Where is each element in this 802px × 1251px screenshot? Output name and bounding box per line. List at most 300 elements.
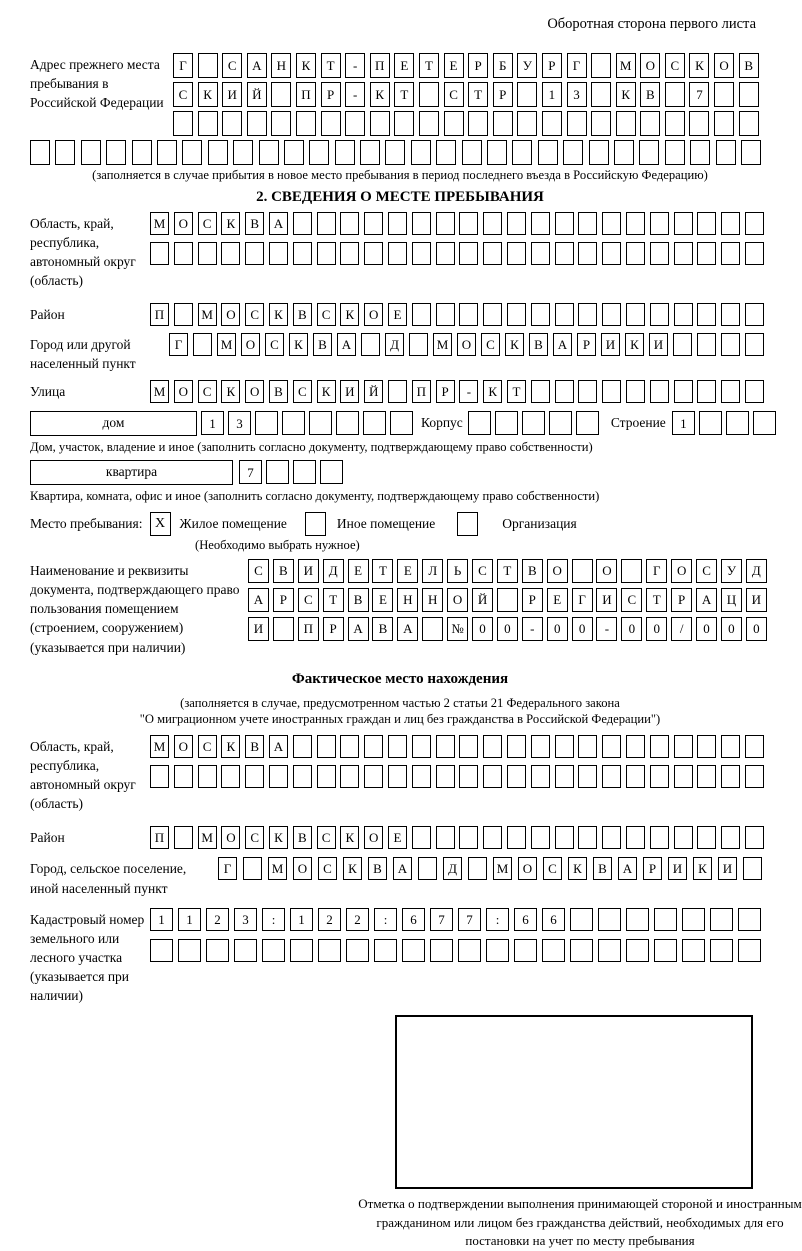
char-box: [132, 140, 152, 165]
char-box: П: [150, 826, 169, 849]
char-box: [55, 140, 75, 165]
char-box: К: [343, 857, 362, 880]
char-box: [602, 735, 621, 758]
char-box: С: [472, 559, 493, 583]
char-box: К: [221, 735, 240, 758]
char-box: [385, 140, 405, 165]
s2-stroenie-row: [672, 411, 776, 435]
char-box: У: [517, 53, 537, 78]
stamp-caption: Отметка о подтверждении выполнения принимающей стороной и иностранным гражданином или лицом без гражданства действий, необходимых для его постановки на учет по месту пребывания: [358, 1196, 802, 1249]
char-box: [697, 735, 716, 758]
char-box: О: [447, 588, 468, 612]
char-box: [459, 765, 478, 788]
char-box: [412, 765, 431, 788]
char-box: [293, 765, 312, 788]
char-box: [173, 111, 193, 136]
char-box: [650, 380, 669, 403]
char-box: [753, 411, 776, 435]
place-type-line: [30, 512, 770, 536]
char-box: [364, 735, 383, 758]
char-box: [284, 140, 304, 165]
char-box: С: [198, 380, 217, 403]
char-box: [745, 212, 764, 235]
char-box: 0: [472, 617, 493, 641]
char-box: [271, 82, 291, 107]
s2-oblast-field: [30, 212, 770, 291]
char-box: 7: [689, 82, 709, 107]
fact-note-1: (заполняется в случае, предусмотренном частью 2 статьи 21 Федерального закона: [180, 695, 620, 710]
char-box: -: [345, 53, 365, 78]
char-box: Т: [323, 588, 344, 612]
s2-stroenie-label: Строение: [610, 415, 666, 431]
char-box: С: [245, 303, 264, 326]
option-label-zhiloe: Жилое помещение: [179, 515, 287, 531]
char-box: О: [457, 333, 476, 356]
char-box: [650, 826, 669, 849]
char-box: [626, 826, 645, 849]
s2-ulitsa-label: Улица: [30, 383, 66, 399]
char-box: А: [393, 857, 412, 880]
char-box: [563, 140, 583, 165]
char-box: Д: [746, 559, 767, 583]
stamp-section: [358, 1015, 802, 1250]
char-box: [321, 111, 341, 136]
char-box: [682, 939, 705, 962]
char-box: [721, 735, 740, 758]
char-box: К: [269, 303, 288, 326]
fact-gorod-field: [30, 857, 770, 897]
char-box: [570, 908, 593, 931]
char-box: Е: [394, 53, 414, 78]
s2-raion-label: Район: [30, 306, 65, 322]
char-box: [578, 765, 597, 788]
fact-oblast-row-1: [150, 735, 764, 758]
char-box: Н: [271, 53, 291, 78]
char-box: [650, 242, 669, 265]
prev-address-row-2: [173, 82, 759, 107]
char-box: С: [317, 303, 336, 326]
char-box: Р: [493, 82, 513, 107]
cadastral-row-2: [150, 939, 761, 962]
char-box: [81, 140, 101, 165]
char-box: [673, 333, 692, 356]
char-box: [222, 111, 242, 136]
char-box: [598, 939, 621, 962]
char-box: [745, 380, 764, 403]
char-box: [674, 212, 693, 235]
char-box: [318, 939, 341, 962]
char-box: [674, 765, 693, 788]
char-box: [468, 111, 488, 136]
s2-korpus-label: Корпус: [421, 415, 463, 431]
char-box: О: [245, 380, 264, 403]
char-box: [259, 140, 279, 165]
char-box: [697, 333, 716, 356]
char-box: [198, 765, 217, 788]
char-box: [412, 212, 431, 235]
char-box: [390, 411, 413, 435]
usage-document-row-2: [248, 588, 767, 612]
char-box: М: [433, 333, 452, 356]
char-box: И: [298, 559, 319, 583]
char-box: [714, 82, 734, 107]
char-box: [419, 82, 439, 107]
char-box: А: [553, 333, 572, 356]
char-box: Е: [547, 588, 568, 612]
char-box: [234, 939, 257, 962]
s2-gorod-label: Город или другой населенный пункт: [30, 336, 136, 371]
char-box: С: [265, 333, 284, 356]
char-box: [364, 212, 383, 235]
char-box: 1: [542, 82, 562, 107]
char-box: [589, 140, 609, 165]
s2-raion-row: [150, 303, 764, 326]
char-box: О: [547, 559, 568, 583]
char-box: [555, 380, 574, 403]
s2-ulitsa-row: [150, 380, 764, 403]
char-box: В: [640, 82, 660, 107]
prev-address-field: [30, 53, 770, 136]
char-box: [710, 908, 733, 931]
char-box: [507, 212, 526, 235]
char-box: [293, 212, 312, 235]
prev-address-row-1: [173, 53, 759, 78]
prev-address-label: Адрес прежнего места пребывания в Российской Федерации: [30, 57, 164, 111]
char-box: [363, 411, 386, 435]
char-box: [697, 826, 716, 849]
char-box: 0: [746, 617, 767, 641]
char-box: О: [518, 857, 537, 880]
char-box: [293, 242, 312, 265]
char-box: [555, 735, 574, 758]
char-box: 2: [318, 908, 341, 931]
char-box: [517, 111, 537, 136]
char-box: [309, 140, 329, 165]
char-box: [436, 735, 455, 758]
char-box: [198, 111, 218, 136]
char-box: С: [222, 53, 242, 78]
char-box: [483, 735, 502, 758]
char-box: [602, 212, 621, 235]
char-box: А: [397, 617, 418, 641]
char-box: [616, 111, 636, 136]
char-box: [436, 242, 455, 265]
char-box: О: [671, 559, 692, 583]
char-box: [626, 303, 645, 326]
char-box: М: [217, 333, 236, 356]
char-box: [626, 242, 645, 265]
char-box: [602, 380, 621, 403]
char-box: [555, 242, 574, 265]
char-box: [243, 857, 262, 880]
char-box: 0: [696, 617, 717, 641]
char-box: 0: [497, 617, 518, 641]
fact-raion-field: [30, 826, 770, 849]
char-box: [247, 111, 267, 136]
char-box: Е: [444, 53, 464, 78]
char-box: 0: [547, 617, 568, 641]
char-box: Г: [173, 53, 193, 78]
char-box: [486, 939, 509, 962]
checkbox-inoe-pomeshchenie: [305, 512, 326, 536]
char-box: [626, 765, 645, 788]
char-box: К: [616, 82, 636, 107]
char-box: А: [269, 212, 288, 235]
s2-dom-row: [201, 411, 413, 435]
char-box: Е: [388, 303, 407, 326]
char-box: [674, 303, 693, 326]
char-box: С: [543, 857, 562, 880]
char-box: 1: [150, 908, 173, 931]
char-box: [739, 82, 759, 107]
char-box: Д: [323, 559, 344, 583]
char-box: В: [293, 826, 312, 849]
char-box: [598, 908, 621, 931]
char-box: [626, 908, 649, 931]
cadastral-label: Кадастровый номер земельного или лесного участка (указывается при наличии): [30, 911, 145, 1004]
char-box: [436, 140, 456, 165]
char-box: [483, 303, 502, 326]
char-box: Г: [646, 559, 667, 583]
char-box: К: [568, 857, 587, 880]
char-box: [245, 765, 264, 788]
char-box: В: [348, 588, 369, 612]
char-box: К: [296, 53, 316, 78]
char-box: [674, 380, 693, 403]
char-box: 6: [542, 908, 565, 931]
char-box: [483, 765, 502, 788]
char-box: [531, 242, 550, 265]
char-box: [266, 460, 289, 484]
char-box: [531, 380, 550, 403]
char-box: [150, 939, 173, 962]
char-box: А: [337, 333, 356, 356]
fact-oblast-field: [30, 735, 770, 814]
char-box: [282, 411, 305, 435]
char-box: И: [718, 857, 737, 880]
char-box: [459, 735, 478, 758]
char-box: [626, 212, 645, 235]
char-box: В: [293, 303, 312, 326]
char-box: [512, 140, 532, 165]
char-box: [430, 939, 453, 962]
char-box: [602, 303, 621, 326]
char-box: [626, 939, 649, 962]
char-box: Р: [321, 82, 341, 107]
char-box: В: [368, 857, 387, 880]
char-box: Г: [218, 857, 237, 880]
char-box: -: [345, 82, 365, 107]
char-box: [614, 140, 634, 165]
char-box: С: [444, 82, 464, 107]
char-box: А: [269, 735, 288, 758]
char-box: Р: [577, 333, 596, 356]
option-label-organizatsiya: Организация: [502, 515, 577, 531]
char-box: [531, 212, 550, 235]
char-box: Т: [468, 82, 488, 107]
char-box: [578, 826, 597, 849]
s2-ulitsa-field: [30, 380, 770, 403]
s2-kvartira-caption: Квартира, комната, офис и иное (заполнить согласно документу, подтверждающему право собственности): [30, 488, 600, 503]
char-box: В: [739, 53, 759, 78]
char-box: [578, 380, 597, 403]
char-box: [458, 939, 481, 962]
char-box: [522, 411, 545, 435]
char-box: [412, 303, 431, 326]
char-box: В: [269, 380, 288, 403]
char-box: [174, 303, 193, 326]
char-box: 0: [572, 617, 593, 641]
char-box: [262, 939, 285, 962]
char-box: [507, 826, 526, 849]
place-type-note: (Необходимо выбрать нужное): [195, 537, 360, 552]
char-box: [578, 242, 597, 265]
char-box: [714, 111, 734, 136]
char-box: Р: [468, 53, 488, 78]
char-box: С: [245, 826, 264, 849]
char-box: [555, 765, 574, 788]
char-box: [507, 303, 526, 326]
char-box: С: [481, 333, 500, 356]
char-box: В: [313, 333, 332, 356]
char-box: С: [173, 82, 193, 107]
char-box: [739, 111, 759, 136]
char-box: Н: [422, 588, 443, 612]
char-box: [576, 411, 599, 435]
char-box: [531, 303, 550, 326]
char-box: 1: [178, 908, 201, 931]
char-box: [402, 939, 425, 962]
char-box: [602, 242, 621, 265]
char-box: К: [198, 82, 218, 107]
char-box: [206, 939, 229, 962]
char-box: [418, 857, 437, 880]
char-box: В: [529, 333, 548, 356]
char-box: [233, 140, 253, 165]
char-box: [388, 765, 407, 788]
char-box: [459, 303, 478, 326]
char-box: 0: [646, 617, 667, 641]
char-box: К: [483, 380, 502, 403]
char-box: [419, 111, 439, 136]
char-box: К: [221, 212, 240, 235]
char-box: С: [293, 380, 312, 403]
char-box: [721, 242, 740, 265]
char-box: [745, 333, 764, 356]
char-box: Е: [348, 559, 369, 583]
s2-oblast-row-1: [150, 212, 764, 235]
char-box: К: [693, 857, 712, 880]
char-box: Г: [567, 53, 587, 78]
char-box: 1: [672, 411, 695, 435]
char-box: [674, 735, 693, 758]
char-box: [531, 765, 550, 788]
char-box: И: [596, 588, 617, 612]
char-box: [665, 111, 685, 136]
char-box: К: [340, 303, 359, 326]
char-box: [743, 857, 762, 880]
char-box: [293, 460, 316, 484]
s2-oblast-row-2: [150, 242, 764, 265]
char-box: :: [374, 908, 397, 931]
char-box: [682, 908, 705, 931]
char-box: Р: [643, 857, 662, 880]
char-box: [388, 212, 407, 235]
char-box: -: [522, 617, 543, 641]
char-box: Г: [169, 333, 188, 356]
char-box: [483, 212, 502, 235]
char-box: [317, 212, 336, 235]
char-box: [721, 826, 740, 849]
char-box: М: [198, 303, 217, 326]
s2-raion-field: [30, 303, 770, 326]
char-box: [157, 140, 177, 165]
char-box: 2: [206, 908, 229, 931]
s2-dom-line: [30, 411, 770, 436]
char-box: 3: [567, 82, 587, 107]
char-box: Н: [397, 588, 418, 612]
char-box: [716, 140, 736, 165]
char-box: :: [486, 908, 509, 931]
char-box: Д: [385, 333, 404, 356]
usage-document-row-3: [248, 617, 767, 641]
char-box: К: [505, 333, 524, 356]
checkbox-zhiloe-pomeshchenie: X: [150, 512, 171, 536]
char-box: О: [221, 826, 240, 849]
char-box: [639, 140, 659, 165]
char-box: Т: [507, 380, 526, 403]
char-box: [721, 212, 740, 235]
char-box: М: [198, 826, 217, 849]
char-box: Т: [394, 82, 414, 107]
char-box: П: [412, 380, 431, 403]
char-box: С: [298, 588, 319, 612]
char-box: [570, 939, 593, 962]
char-box: [340, 765, 359, 788]
char-box: 7: [430, 908, 453, 931]
char-box: [364, 242, 383, 265]
char-box: [555, 826, 574, 849]
char-box: /: [671, 617, 692, 641]
char-box: В: [245, 212, 264, 235]
char-box: М: [268, 857, 287, 880]
char-box: О: [293, 857, 312, 880]
char-box: [626, 380, 645, 403]
char-box: О: [364, 303, 383, 326]
char-box: И: [248, 617, 269, 641]
char-box: [507, 765, 526, 788]
char-box: [364, 765, 383, 788]
char-box: [495, 411, 518, 435]
char-box: [621, 559, 642, 583]
fact-gorod-row: [218, 857, 762, 880]
char-box: [567, 111, 587, 136]
char-box: К: [289, 333, 308, 356]
char-box: [531, 735, 550, 758]
char-box: [293, 735, 312, 758]
fact-gorod-label: Город, сельское поселение, иной населенный пункт: [30, 861, 187, 896]
char-box: М: [493, 857, 512, 880]
char-box: [697, 242, 716, 265]
char-box: [309, 411, 332, 435]
char-box: [602, 826, 621, 849]
char-box: [221, 765, 240, 788]
s2-kvartira-widebox: квартира: [30, 460, 233, 485]
char-box: [150, 242, 169, 265]
char-box: [335, 140, 355, 165]
char-box: Е: [397, 559, 418, 583]
char-box: [374, 939, 397, 962]
